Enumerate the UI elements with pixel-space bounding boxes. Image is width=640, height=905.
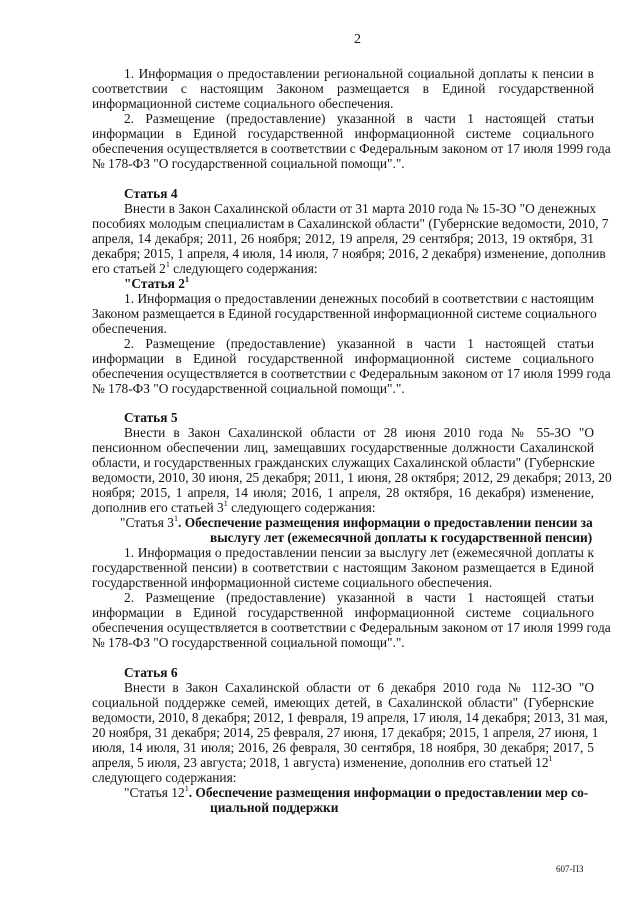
article-title: "Статья $12^1$. Обеспечение размещения информации о предоставлении мер со- [124, 783, 589, 800]
text-line: Законом размещается в Единой государственной информационной системе социального [92, 306, 597, 321]
article-heading: Статья 5 [124, 410, 178, 425]
text-line: Внести в Закон Сахалинской области от 31 марта 2010 года № 15-ЗО "О денежных [124, 201, 597, 216]
text-line: пенсионном обеспечении лиц, замещавших государственные должности Сахалинской [92, 440, 594, 455]
text-line: ноября; 2015, 1 апреля, 14 июля; 2016, 1 апреля, 28 октября, 16 декабря) изменение, [92, 485, 594, 500]
article-title-cont: циальной поддержки [210, 800, 339, 815]
text-line: государственной информационной системе социального обеспечения. [92, 575, 493, 590]
text-line: соответствии с настоящим Законом размещается в Единой государственной [92, 81, 594, 96]
text-line: ведомости, 2010, 30 июня, 25 декабря; 2011, 1 июня, 28 октября; 2012, 29 декабря; 2013, 20 [92, 470, 612, 485]
text-line: дополнив его статьей $3^1$ следующего содержания: [92, 498, 376, 515]
text-line: следующего содержания: [92, 770, 237, 785]
text-line: № 178-ФЗ "О государственной социальной помощи".". [92, 156, 405, 171]
text-line: 1. Информация о предоставлении денежных пособий в соответствии с настоящим [124, 291, 594, 306]
text-line: апреля, 5 июля, 23 августа; 2018, 1 августа) изменение, дополнив его статьей $12^1$ [92, 753, 553, 770]
text-line: апреля, 14 декабря; 2011, 26 ноября; 2012, 19 апреля, 29 сентября; 2013, 19 октября, 31 [92, 231, 594, 246]
article-title: "Статья $2^1$ [124, 274, 189, 291]
article-title-cont: выслугу лет (ежемесячной доплаты к государственной пенсии) [210, 530, 593, 545]
text-line: 2. Размещение (предоставление) указанной в части 1 настоящей статьи [124, 111, 594, 126]
text-line: информации в Единой государственной информационной системе социального [92, 605, 594, 620]
text-line: государственной пенсии) в соответствии с настоящим Законом размещается в Единой [92, 560, 594, 575]
footer-code: 607-ПЗ [556, 864, 584, 874]
text-line: обеспечения осуществляется в соответствии с Федеральным законом от 17 июля 1999 года [92, 620, 611, 635]
text-line: Внести в Закон Сахалинской области от 6 декабря 2010 года № 112-ЗО "О [124, 680, 594, 695]
text-line: информационной системе социального обеспечения. [92, 96, 394, 111]
text-line: его статьей $2^1$ следующего содержания: [92, 259, 318, 276]
text-line: декабря; 2015, 1 апреля, 4 июля, 14 июля, 7 ноября; 2016, 2 декабря) изменение, дополнив [92, 246, 606, 261]
text-line: 1. Информация о предоставлении пенсии за выслугу лет (ежемесячной доплаты к [124, 545, 594, 560]
text-line: 1. Информация о предоставлении региональной социальной доплаты к пенсии в [124, 66, 594, 81]
article-heading: Статья 6 [124, 665, 178, 680]
page-number: 2 [354, 32, 361, 47]
article-heading: Статья 4 [124, 186, 178, 201]
article-title: "Статья $3^1$. Обеспечение размещения информации о предоставлении пенсии за [120, 513, 593, 530]
text-line: информации в Единой государственной информационной системе социального [92, 126, 594, 141]
text-line: обеспечения осуществляется в соответствии с Федеральным законом от 17 июля 1999 года [92, 366, 611, 381]
text-line: 2. Размещение (предоставление) указанной в части 1 настоящей статьи [124, 336, 594, 351]
text-line: Внести в Закон Сахалинской области от 28 июня 2010 года № 55-ЗО "О [124, 425, 594, 440]
text-line: обеспечения. [92, 321, 167, 336]
text-line: ведомости, 2010, 8 декабря; 2012, 1 февраля, 19 апреля, 17 июля, 14 декабря; 2013, 31 мая, [92, 710, 608, 725]
text-line: июля, 14 июля, 31 июля; 2016, 26 февраля, 30 сентября, 18 ноября, 30 декабря; 2017, 5 [92, 740, 594, 755]
text-line: области, и государственных гражданских служащих Сахалинской области" (Губернские [92, 455, 595, 470]
text-line: № 178-ФЗ "О государственной социальной помощи".". [92, 381, 405, 396]
text-line: информации в Единой государственной информационной системе социального [92, 351, 594, 366]
text-line: социальной поддержке семей, имеющих детей, в Сахалинской области" (Губернские [92, 695, 594, 710]
text-line: 2. Размещение (предоставление) указанной в части 1 настоящей статьи [124, 590, 594, 605]
text-line: пособиях молодым специалистам в Сахалинской области" (Губернские ведомости, 2010, 7 [92, 216, 609, 231]
text-line: 20 ноября, 31 декабря; 2014, 25 февраля, 27 июня, 17 декабря; 2015, 1 апреля, 27 июня, 1 [92, 725, 599, 740]
text-line: № 178-ФЗ "О государственной социальной помощи".". [92, 635, 405, 650]
text-line: обеспечения осуществляется в соответствии с Федеральным законом от 17 июля 1999 года [92, 141, 611, 156]
